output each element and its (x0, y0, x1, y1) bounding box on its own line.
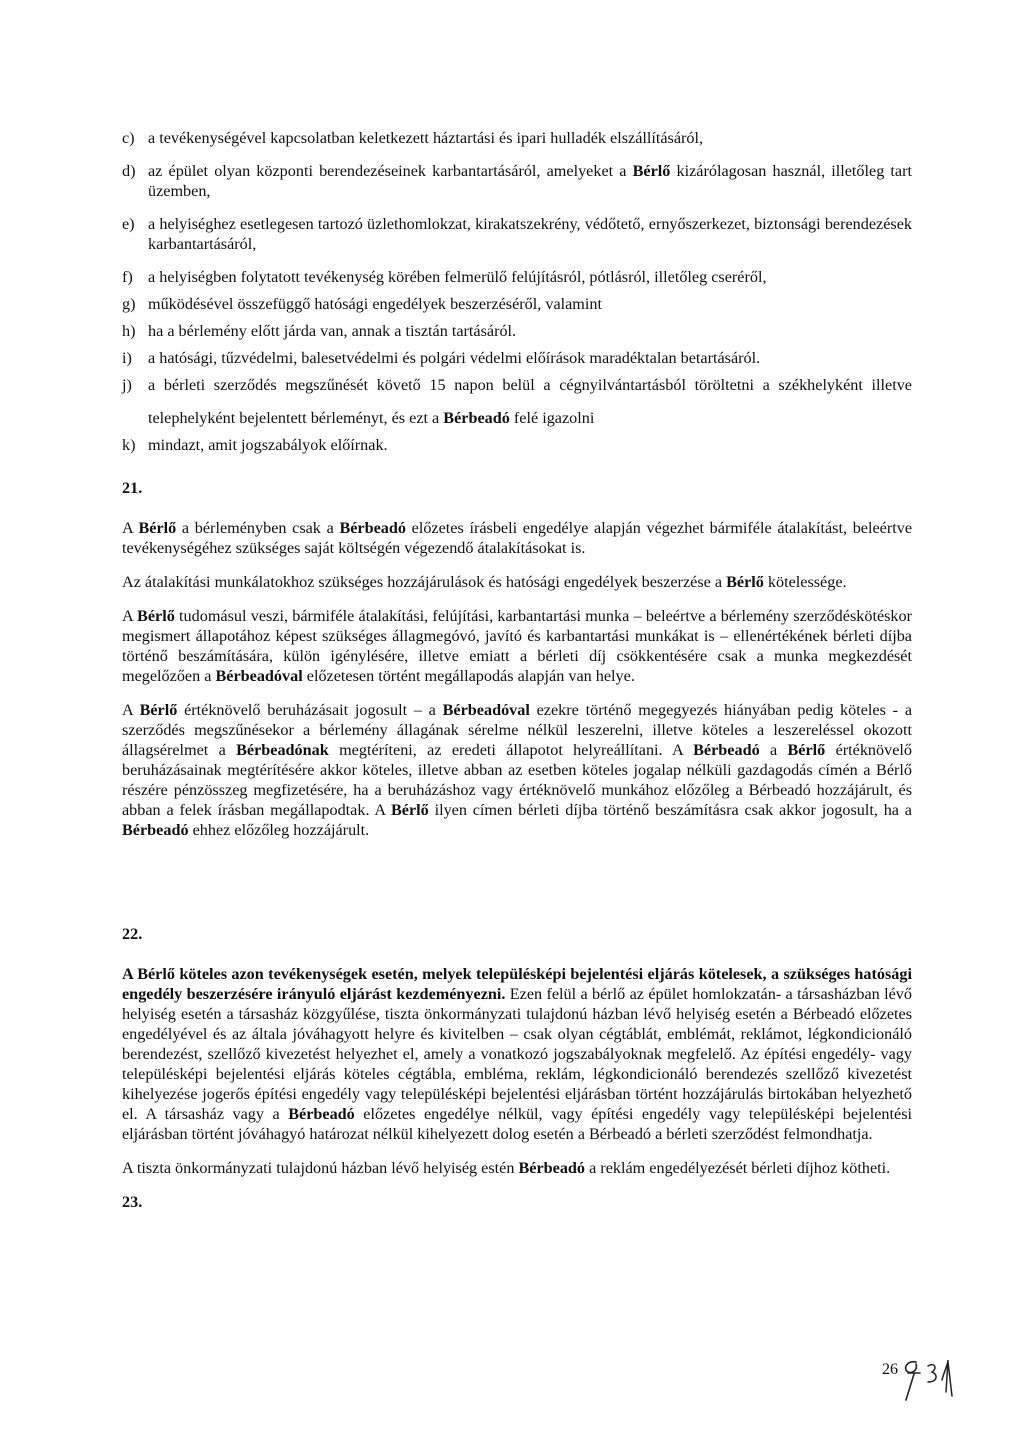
list-item (122, 294, 912, 314)
list-item-text: az épület olyan központi berendezéseinek karbantartásáról, amelyeket a (148, 162, 633, 180)
bold-term: Bérbeadó (288, 1105, 355, 1123)
list-item-text: működésével összefüggő hatósági engedélyek beszerzéséről, valamint (148, 295, 602, 313)
bold-lead: A Bérlő köteles azon tevékenységek esetén, melyek településképi bejelentési eljárás kötelesek, a szükséges hatósági engedély beszerzésére irányuló eljárást kezdeményezni. (122, 965, 912, 1003)
list-item-text: a hatósági, tűzvédelmi, balesetvédelmi és polgári védelmi előírások maradéktalan betartásáról. (148, 349, 761, 367)
list-item-label: d) (122, 162, 136, 180)
bold-term: Bérbeadónak (236, 741, 329, 759)
list-item-text: a bérleti szerződés megszűnését követő 15 napon belül a cégnyilvántartásból töröltetni a székhelyként illetve telephelyként bejelentett bérleményt, és ezt a (148, 376, 912, 427)
paragraph: A Bérlő köteles azon tevékenységek esetén, melyek településképi bejelentési eljárás kötelesek, a szükséges hatósági engedély beszerzésére irányuló eljárást kezdeményezni. Ezen felül a bérlő az épület homlokzatán- a társasházban lévő helyiség esetén a társasház közgyűlése, tiszta önkormányzati tulajdonú házban lévő helyiség esetén a Bérbeadó előzetes engedélyével és az általa jóváhagyott helyre és kivitelben – csak olyan cégtáblát, emblémát, reklámot, légkondicionáló berendezést, szellőző kivezetést helyezhet el, amely a vonatkozó jogszabályoknak megfelelő. Az építési engedély- vagy településképi bejelentési eljárás köteles cégtábla, embléma, reklám, légkondicionáló berendezés szellőző kivezetést kihelyezése jogerős építési engedély vagy településképi bejelentési eljárásban történt hozzájárulás birtokában helyezhető el. A társasház vagy a Bérbeadó előzetes engedélye nélkül, vagy építési engedély vagy településképi bejelentési eljárásban történt jóváhagyó határozat nélkül kihelyezett dolog esetén a Bérbeadó a bérleti szerződést felmondhatja. (122, 965, 912, 1143)
paragraph: A Bérlő tudomásul veszi, bármiféle átalakítási, felújítási, karbantartási munka – beleértve a bérlemény szerződéskötéskor megismert állapotához képest szükséges állagmegóvó, javító és karbantartási munkákat is – ellenértékének bérleti díjba történő beszámítására, külön igénylésére, illetve emiatt a bérleti díj csökkentésére csak a munka megkezdését megelőzően a Bérbeadóval előzetesen történt megállapodás alapján van helye. (122, 607, 913, 685)
list-item-label: g) (122, 295, 136, 313)
section-number: 23. (122, 1193, 143, 1211)
list-item-text: a tevékenységével kapcsolatban keletkezett háztartási és ipari hulladék elszállításáról, (148, 129, 704, 147)
list-item-text: a helyiségben folytatott tevékenység körében felmerülő felújításról, pótlásról, illetőleg cseréről, (148, 268, 767, 286)
page-number-with-initials (882, 1352, 982, 1412)
list-item-label: j) (122, 376, 132, 394)
bold-term: Bérlő (138, 519, 177, 537)
list-item (122, 128, 912, 148)
paragraph: Az átalakítási munkálatokhoz szükséges hozzájárulások és hatósági engedélyek beszerzése a Bérlő kötelessége. (122, 573, 847, 591)
bold-term: Bérbeadó (693, 741, 760, 759)
bold-term: Bérlő (632, 162, 671, 180)
bold-term: Bérbeadóval (215, 667, 303, 685)
bold-term: Bérbeadó (443, 409, 510, 427)
obligations-list (122, 128, 912, 468)
bold-term: Bérbeadó (339, 519, 406, 537)
section-22 (122, 924, 912, 1212)
list-item-label: i) (122, 349, 132, 367)
bold-term: Bérlő (139, 701, 178, 719)
list-item-label: f) (122, 268, 133, 286)
list-item-text: kizárólagosan használ, illetőleg tart üzemben, (148, 162, 912, 200)
paragraph: A Bérlő értéknövelő beruházásait jogosult – a Bérbeadóval ezekre történő megegyezés hiányában pedig köteles - a szerződés megszűnésekor a bérlemény állagának sérelme nélkül leszerelni, illetve köteles a leszereléssel okozott állagsérelmet a Bérbeadónak megtéríteni, az eredeti állapotot helyreállítani. A Bérbeadó a Bérlő értéknövelő beruházásainak megtérítésére akkor köteles, illetve abban az esetben köteles jogalap nélküli gazdagodás címén a Bérlő részére pénzösszeg megfizetésére, ha a beruházáshoz vagy értéknövelő munkához előzőleg a Bérbeadó hozzájárult, és abban a felek írásban megállapodtak. A Bérlő ilyen címen bérleti díjba történő beszámításra csak akkor jogosult, ha a Bérbeadó ehhez előzőleg hozzájárult. (122, 701, 912, 839)
bold-term: Bérlő (787, 741, 826, 759)
list-item-label: k) (122, 436, 136, 454)
bold-term: Bérbeadóval (442, 701, 530, 719)
list-item (122, 348, 912, 368)
list-item-text: a helyiséghez esetlegesen tartozó üzlethomlokzat, kirakatszekrény, védőtető, ernyőszerkezet, biztonsági berendezések karbantartásáról, (148, 215, 912, 253)
section-number: 22. (122, 925, 143, 943)
list-item (122, 161, 912, 201)
list-item-text: ha a bérlemény előtt járda van, annak a tisztán tartásáról. (148, 322, 517, 340)
bold-term: Bérbeadó (122, 821, 189, 839)
list-item (122, 214, 912, 254)
bold-term: Bérlő (726, 573, 764, 591)
list-item-label: h) (122, 322, 136, 340)
handwritten-initials-icon (882, 1352, 982, 1412)
paragraph: A tiszta önkormányzati tulajdonú házban lévő helyiség estén Bérbeadó a reklám engedélyezését bérleti díjhoz kötheti. (122, 1159, 891, 1177)
bold-term: Bérlő (137, 607, 175, 625)
bold-term: Bérlő (391, 801, 429, 819)
page-number: 26 (882, 1361, 898, 1378)
list-item (122, 321, 912, 341)
list-item-text: felé igazolni (509, 409, 595, 427)
list-item (122, 267, 912, 287)
list-item-text: mindazt, amit jogszabályok előírnak. (148, 436, 388, 454)
list-item-label: e) (122, 215, 135, 233)
list-item (122, 435, 912, 455)
bold-term: Bérbeadó (518, 1159, 586, 1177)
list-item-label: c) (122, 129, 135, 147)
section-21 (122, 478, 912, 854)
section-number: 21. (122, 479, 143, 497)
paragraph: A Bérlő a bérleményben csak a Bérbeadó előzetes írásbeli engedélye alapján végezhet bármiféle átalakítást, beleértve tevékenységéhez szükséges saját költségén végezendő átalakításokat is. (122, 519, 913, 557)
list-item (122, 369, 912, 435)
